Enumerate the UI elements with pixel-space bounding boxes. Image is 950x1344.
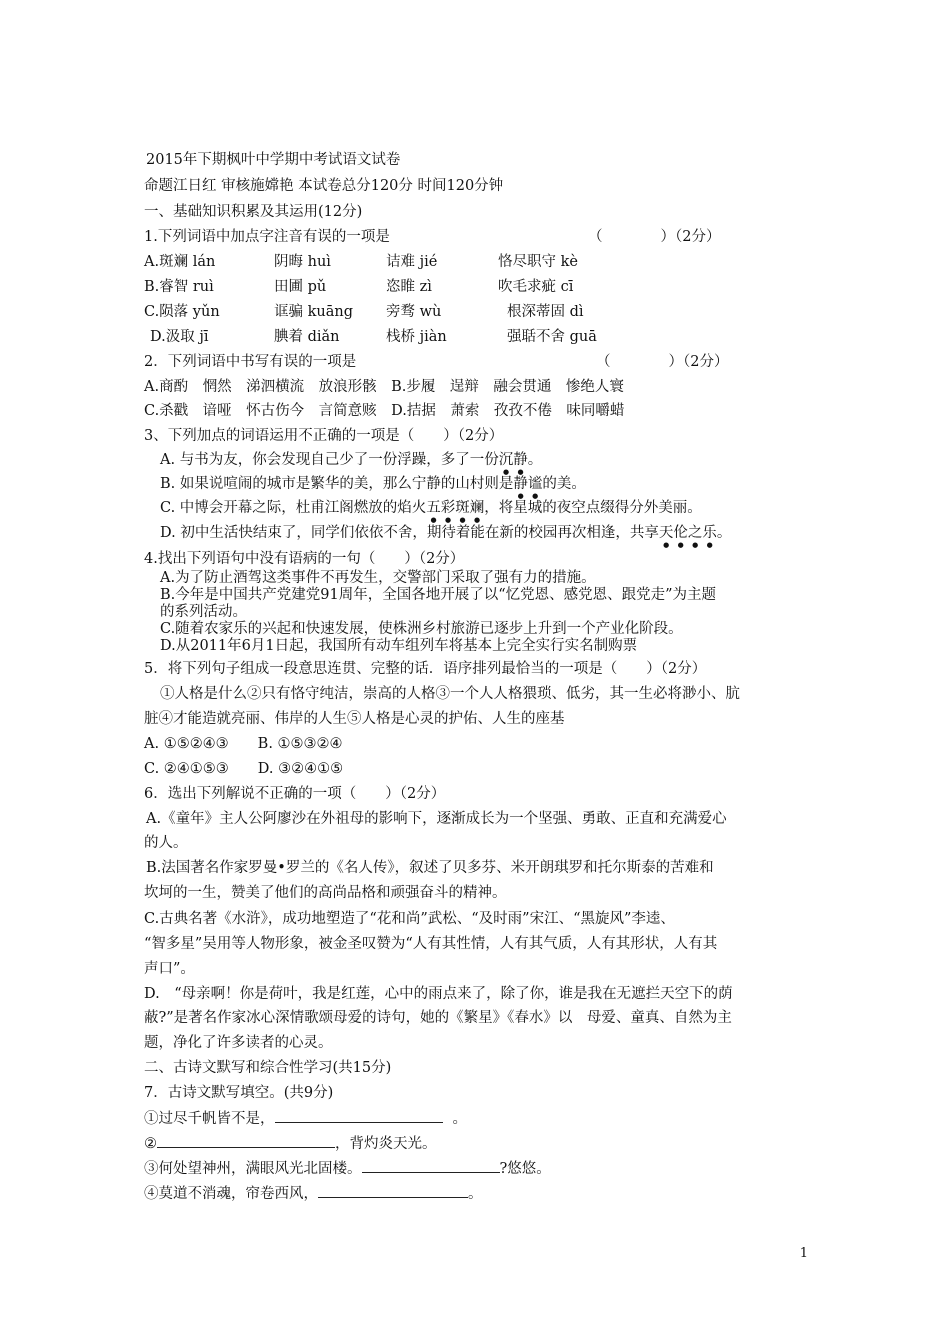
- q1-option-d-2: 腆着 diǎn: [274, 329, 340, 345]
- q3-b-dotted: 静谧: [513, 476, 543, 492]
- q1-option-a-1: A.斑斓 lán: [144, 254, 216, 270]
- q4-option-d: D.从2011年6月1日起，我国所有动车组列车将基本上完全实行实名制购票: [160, 638, 638, 654]
- q6-option-c-line1: C.古典名著《水浒》，成功地塑造了“花和尚”武松、“及时雨”宋江、“黑旋风”李逵、: [144, 911, 675, 927]
- q1-paren: （ ）（2分）: [588, 229, 721, 245]
- q7-line-1: ①过尽千帆皆不是， 。: [144, 1108, 467, 1129]
- q2-stem: 2．下列词语中书写有误的一项是: [144, 354, 357, 370]
- q1-stem: 1.下列词语中加点字注音有误的一项是: [144, 229, 390, 245]
- q7-blank-2[interactable]: [157, 1133, 335, 1148]
- q7-line-4: ④莫道不消魂，帘卷西风， 。: [144, 1183, 483, 1204]
- q3-option-d: D. 初中生活快结束了，同学们依依不舍，期待着能在新的校园再次相逢，共享天伦之乐。: [160, 525, 732, 541]
- q7-blank-1[interactable]: [275, 1108, 443, 1123]
- q1-option-d-1: D.汲取 jī: [150, 329, 209, 345]
- section-1-heading: 一、基础知识积累及其运用(12分): [144, 204, 363, 220]
- q2-paren: （ ）（2分）: [596, 354, 729, 370]
- q6-option-d-line1: D. “母亲啊！你是荷叶，我是红莲，心中的雨点来了，除了你，谁是我在无遮拦天空下的荫: [144, 986, 733, 1002]
- q1-option-d-4: 强聒不舍 guā: [507, 329, 597, 345]
- q7-blank-4[interactable]: [318, 1183, 468, 1198]
- q5-options-ab: A. ①⑤②④③ B. ①⑤③②④: [144, 736, 343, 752]
- q1-option-b-4: 吹毛求疵 cī: [498, 279, 574, 295]
- q6-option-d-line3: 题，净化了许多读者的心灵。: [144, 1035, 333, 1051]
- q5-stem: 5．将下列句子组成一段意思连贯、完整的话．语序排列最恰当的一项是（ ）（2分）: [144, 661, 707, 677]
- q4-option-b-line1: B.今年是中国共产党建党91周年，全国各地开展了以“忆党恩、感党恩、跟党走”为主题: [160, 587, 717, 603]
- q4-option-c: C.随着农家乐的兴起和快速发展，使株洲乡村旅游已逐步上升到一个产业化阶段。: [160, 621, 683, 637]
- q5-text-line1: ①人格是什么②只有恪守纯洁，崇高的人格③一个人人格猥琐、低劣，其一生必将渺小、肮: [160, 686, 740, 702]
- q3-option-b: B. 如果说喧闹的城市是繁华的美，那么宁静的山村则是静谧的美。: [160, 476, 586, 492]
- q2-options-cd: C.杀戳 谙哑 怀古伤今 言简意赅 D.拮据 萧索 孜孜不倦 味同嚼蜡: [144, 403, 625, 419]
- q1-option-c-4: 根深蒂固 dì: [507, 304, 584, 320]
- q6-stem: 6．选出下列解说不正确的一项（ ）（2分）: [144, 786, 446, 802]
- q6-option-b-line1: B.法国著名作家罗曼•罗兰的《名人传》，叙述了贝多芬、米开朗琪罗和托尔斯泰的苦难和: [146, 860, 714, 876]
- q6-option-c-line2: “智多星”吴用等人物形象，被金圣叹赞为“人有其性情，人有其气质，人有其形状，人有其: [144, 936, 718, 952]
- q6-option-b-line2: 坎坷的一生，赞美了他们的高尚品格和顽强奋斗的精神。: [144, 885, 507, 901]
- q3-option-a: A. 与书为友，你会发现自己少了一份浮躁，多了一份沉静。: [160, 452, 543, 468]
- q7-blank-3[interactable]: [362, 1158, 500, 1173]
- q1-option-c-1: C.陨落 yǔn: [144, 304, 220, 320]
- q4-option-b-line2: 的系列活动。: [160, 604, 247, 620]
- q6-option-a-line2: 的人。: [144, 835, 188, 851]
- q3-stem: 3、下列加点的词语运用不正确的一项是（ ）（2分）: [144, 428, 504, 444]
- q1-option-b-2: 田圃 pǔ: [274, 279, 327, 295]
- exam-title: 2015年下期枫叶中学期中考试语文试卷: [146, 152, 401, 168]
- q1-option-d-3: 栈桥 jiàn: [386, 329, 447, 345]
- q7-stem: 7．古诗文默写填空。(共9分): [144, 1085, 334, 1101]
- q1-option-a-2: 阴晦 huì: [274, 254, 331, 270]
- q4-stem: 4.找出下列语句中没有语病的一句（ ）（2分）: [144, 551, 465, 567]
- q3-c-dotted: 五彩斑斓: [426, 500, 485, 516]
- q7-line-3: ③何处望神州，满眼风光北固楼。 ?悠悠。: [144, 1158, 551, 1179]
- q1-option-a-3: 诘难 jié: [386, 254, 438, 270]
- page-number: 1: [799, 1246, 808, 1261]
- q3-a-dotted: 沉静: [498, 452, 528, 468]
- exam-meta: 命题江日红 审核施嫦艳 本试卷总分120分 时间120分钟: [144, 178, 504, 194]
- q3-option-c: C. 中博会开幕之际，杜甫江阁燃放的焰火五彩斑斓，将星城的夜空点缀得分外美丽。: [160, 500, 702, 516]
- q4-option-a: A.为了防止酒驾这类事件不再发生，交警部门采取了强有力的措施。: [160, 570, 596, 586]
- q6-option-c-line3: 声口”。: [144, 961, 195, 977]
- q1-option-c-2: 诓骗 kuāng: [274, 304, 353, 320]
- q1-option-b-3: 恣睢 zì: [386, 279, 432, 295]
- q1-option-b-1: B.睿智 ruì: [144, 279, 214, 295]
- q1-option-a-4: 恪尽职守 kè: [498, 254, 578, 270]
- q5-options-cd: C. ②④①⑤③ D. ③②④①⑤: [144, 761, 344, 777]
- q1-option-c-3: 旁骛 wù: [386, 304, 442, 320]
- q6-option-a-line1: A.《童年》主人公阿廖沙在外祖母的影响下，逐渐成长为一个坚强、勇敢、正直和充满爱心: [146, 811, 727, 827]
- q2-options-ab: A.商酌 惘然 涕泗横流 放浪形骸 B.步履 逞辩 融会贯通 惨绝人寰: [144, 379, 624, 395]
- q5-text-line2: 脏④才能造就亮丽、伟岸的人生⑤人格是心灵的护佑、人生的座基: [144, 711, 565, 727]
- q6-option-d-line2: 蔽?”是著名作家冰心深情歌颂母爱的诗句，她的《繁星》《春水》以 母爱、童真、自然为主: [144, 1010, 732, 1026]
- q7-line-2: ② ，背灼炎天光。: [144, 1133, 437, 1154]
- q3-d-dotted: 天伦之乐: [658, 525, 717, 541]
- section-2-heading: 二、古诗文默写和综合性学习(共15分): [144, 1060, 392, 1076]
